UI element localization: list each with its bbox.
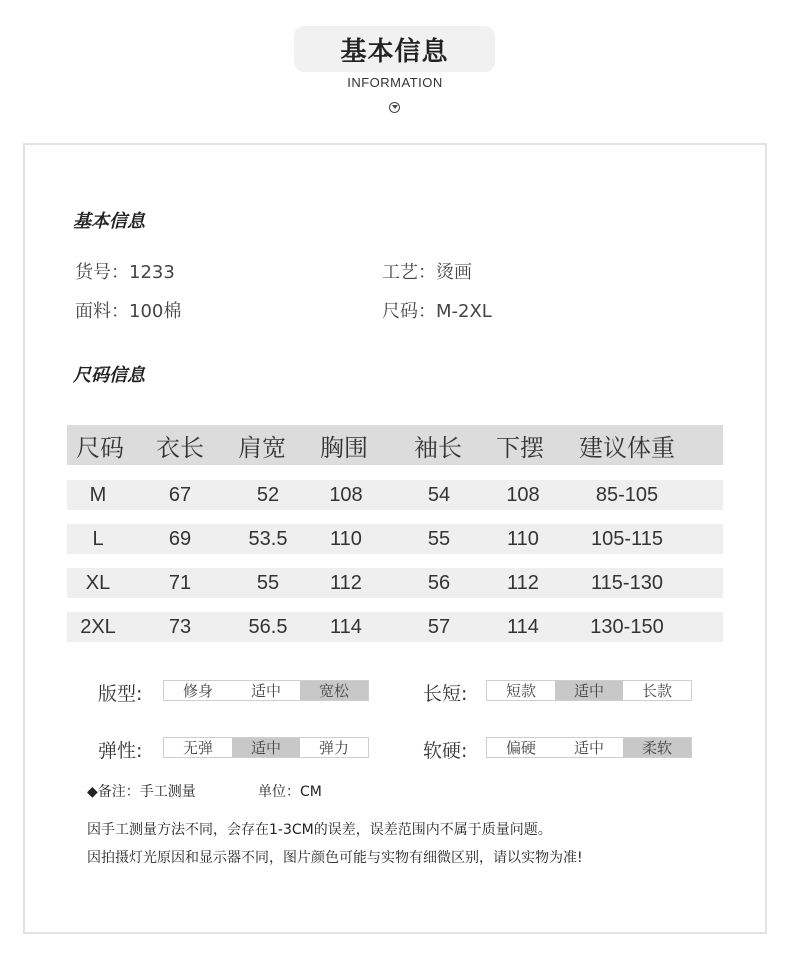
table-cell: L xyxy=(92,527,104,550)
unit-note: 单位：CM xyxy=(258,784,322,800)
table-header-cell: 建议体重 xyxy=(579,433,675,462)
table-cell: 108 xyxy=(506,483,540,506)
elasticity-selector xyxy=(163,737,369,758)
craft: 工艺：烫画 xyxy=(382,262,472,283)
softness-option: 柔软 xyxy=(623,738,691,757)
size-range: 尺码：M-2XL xyxy=(382,301,492,322)
table-row xyxy=(67,568,723,598)
table-header-cell: 肩宽 xyxy=(238,433,286,462)
table-header-row xyxy=(67,425,723,465)
header-subtitle: INFORMATION xyxy=(347,75,443,90)
table-header-cell: 下摆 xyxy=(496,433,544,462)
table-cell: 114 xyxy=(507,615,539,638)
table-cell: 52 xyxy=(256,483,280,506)
table-cell: 71 xyxy=(168,571,192,594)
table-header-cell: 衣长 xyxy=(156,433,204,462)
chevron-down-circle-icon xyxy=(389,102,400,113)
table-cell: 105-115 xyxy=(591,527,663,550)
table-cell: 110 xyxy=(330,527,362,550)
item-number: 货号：1233 xyxy=(75,262,175,283)
table-cell: 56 xyxy=(427,571,451,594)
elasticity-label: 弹性: xyxy=(98,740,143,762)
table-cell: 130-150 xyxy=(590,615,664,638)
table-cell: 55 xyxy=(427,527,451,550)
table-cell: 85-105 xyxy=(595,483,659,506)
fit-label: 版型: xyxy=(98,683,143,705)
table-cell: 55 xyxy=(256,571,280,594)
softness-option: 适中 xyxy=(573,739,604,757)
size-info-title: 尺码信息 xyxy=(73,365,145,386)
fit-selector xyxy=(163,680,369,701)
table-cell: 73 xyxy=(168,615,192,638)
table-cell: 112 xyxy=(330,571,362,594)
length-label: 长短: xyxy=(423,683,468,705)
length-option: 长款 xyxy=(641,682,672,700)
table-cell: 57 xyxy=(427,615,451,638)
table-cell: 114 xyxy=(330,615,362,638)
table-cell: 67 xyxy=(168,483,192,506)
elasticity-option: 无弹 xyxy=(182,739,213,757)
softness-option: 偏硬 xyxy=(505,739,536,757)
table-cell: 108 xyxy=(329,483,363,506)
table-cell: 115-130 xyxy=(591,571,663,594)
table-cell: 53.5 xyxy=(248,527,288,550)
elasticity-option: 弹力 xyxy=(318,739,349,757)
disclaimer-line-1: 因手工测量方法不同，会存在1-3CM的误差，误差范围内不属于质量问题。 xyxy=(87,822,552,838)
disclaimer-line-2: 因拍摄灯光原因和显示器不同，图片颜色可能与实物有细微区别，请以实物为准! xyxy=(87,850,583,866)
remark-note: ◆备注：手工测量 xyxy=(87,784,196,800)
elasticity-option: 适中 xyxy=(232,738,300,757)
length-option: 短款 xyxy=(505,682,536,700)
table-header-cell: 胸围 xyxy=(320,433,368,462)
fit-option: 修身 xyxy=(182,682,213,700)
table-cell: 69 xyxy=(168,527,192,550)
length-selector xyxy=(486,680,692,701)
fabric: 面料：100棉 xyxy=(75,301,182,322)
softness-selector xyxy=(486,737,692,758)
table-cell: 2XL xyxy=(80,615,116,638)
softness-label: 软硬: xyxy=(423,740,468,762)
fit-option: 适中 xyxy=(250,682,281,700)
table-row xyxy=(67,612,723,642)
table-cell: XL xyxy=(85,571,111,594)
table-cell: M xyxy=(89,483,107,506)
table-cell: 56.5 xyxy=(248,615,288,638)
header-title: 基本信息 xyxy=(340,36,449,67)
header-title-box xyxy=(294,26,495,72)
basic-info-title: 基本信息 xyxy=(73,211,145,232)
table-header-cell: 尺码 xyxy=(76,433,124,462)
table-row xyxy=(67,480,723,510)
table-cell: 54 xyxy=(427,483,451,506)
table-cell: 112 xyxy=(507,571,539,594)
fit-option: 宽松 xyxy=(300,681,368,700)
length-option: 适中 xyxy=(555,681,623,700)
table-header-cell: 袖长 xyxy=(414,433,462,462)
table-cell: 110 xyxy=(507,527,539,550)
table-row xyxy=(67,524,723,554)
